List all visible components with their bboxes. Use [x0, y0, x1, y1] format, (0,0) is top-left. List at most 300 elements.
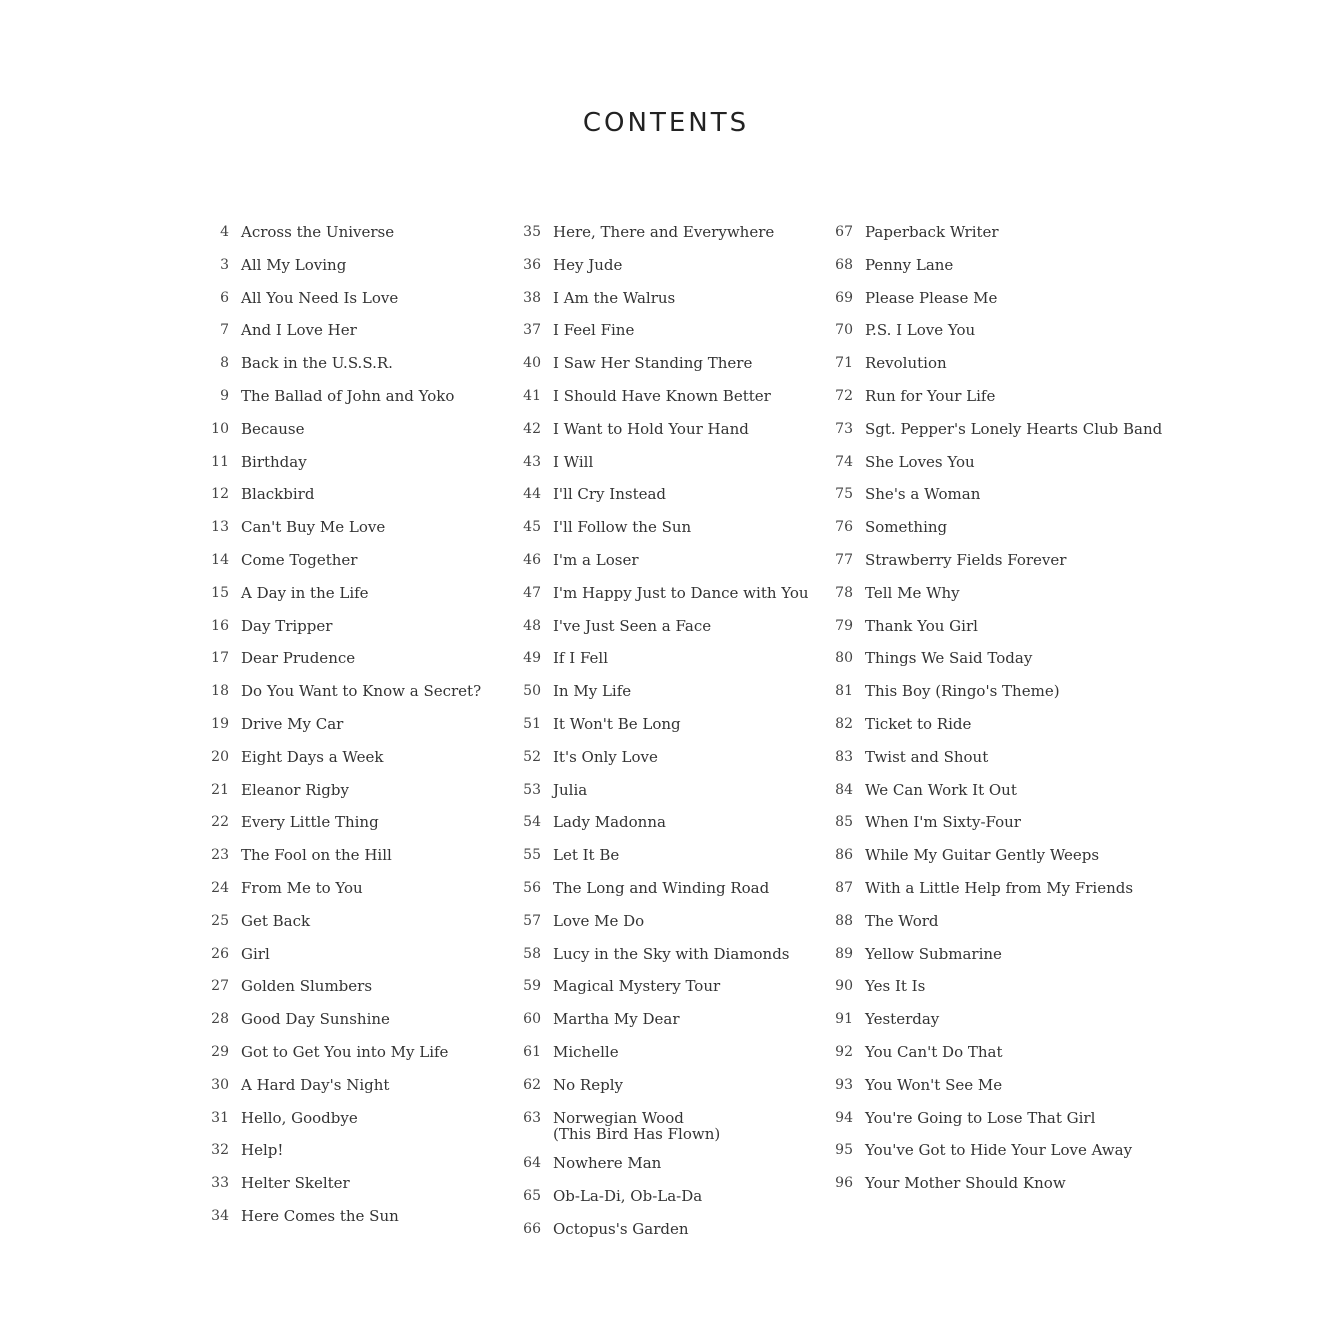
- song-title: [865, 320, 975, 341]
- toc-entry: [505, 714, 809, 735]
- page-number: 85: [835, 814, 853, 831]
- song-title-line: Golden Slumbers: [241, 977, 373, 996]
- song-title-line: From Me to You: [241, 878, 363, 897]
- song-title-line: I Feel Fine: [553, 321, 635, 340]
- toc-entry: [817, 1108, 1162, 1129]
- song-title-line: Can't Buy Me Love: [241, 518, 386, 537]
- song-title-line: Penny Lane: [865, 255, 954, 274]
- page-number: 41: [523, 387, 541, 404]
- song-title-line: In My Life: [553, 682, 632, 701]
- toc-entry: [193, 484, 481, 505]
- page-number: 69: [835, 289, 853, 306]
- page-number: 78: [835, 584, 853, 601]
- song-title: [241, 550, 357, 571]
- page-number: 32: [211, 1142, 229, 1159]
- page-number: 14: [211, 551, 229, 568]
- toc-entry: [817, 550, 1162, 571]
- page-number: 60: [523, 1011, 541, 1028]
- page-number: 79: [835, 617, 853, 634]
- page-number: 13: [211, 519, 229, 536]
- toc-entry: [193, 353, 481, 374]
- song-title: [865, 419, 1162, 440]
- song-title: [241, 484, 314, 505]
- page-number: 63: [523, 1109, 541, 1126]
- toc-entry: [505, 976, 809, 997]
- song-title: [553, 845, 619, 866]
- page-number: 81: [835, 683, 853, 700]
- song-title: [553, 320, 634, 341]
- song-title: [865, 747, 988, 768]
- song-title: [553, 255, 622, 276]
- toc-entry: [817, 320, 1162, 341]
- song-title: [241, 911, 310, 932]
- page-number: 40: [523, 355, 541, 372]
- song-title-line: Ob-La-Di, Ob-La-Da: [553, 1187, 703, 1206]
- song-title-line: Strawberry Fields Forever: [865, 550, 1067, 569]
- page-number: 43: [523, 453, 541, 470]
- toc-entry: [505, 353, 809, 374]
- page-number: 70: [835, 322, 853, 339]
- page-number: 11: [211, 453, 229, 470]
- toc-entry: [505, 1153, 809, 1174]
- song-title: [553, 288, 675, 309]
- song-title-line: I Saw Her Standing There: [553, 354, 753, 373]
- page-number: 35: [523, 224, 541, 240]
- song-title-line: Eleanor Rigby: [241, 780, 349, 799]
- page-number: 76: [835, 519, 853, 536]
- song-title-line: I Will: [553, 452, 594, 471]
- song-title-line: I'm a Loser: [553, 550, 639, 569]
- toc-entry: [505, 452, 809, 473]
- song-title-line: Revolution: [865, 354, 947, 373]
- page-number: 56: [523, 879, 541, 896]
- song-title-line: Twist and Shout: [865, 747, 989, 766]
- toc-entry: [817, 944, 1162, 965]
- toc-column-3: [817, 222, 1162, 1195]
- toc-entry: [505, 386, 809, 407]
- page-number: 75: [835, 486, 853, 503]
- song-title: [241, 1075, 389, 1096]
- page-number: 44: [523, 486, 541, 503]
- song-title: [553, 1075, 623, 1096]
- toc-entry: [505, 288, 809, 309]
- song-title-line: Back in the U.S.S.R.: [241, 354, 393, 373]
- song-title: [241, 747, 383, 768]
- page-number: 27: [211, 978, 229, 995]
- toc-entry: [193, 944, 481, 965]
- toc-entry: [193, 714, 481, 735]
- toc-entry: [193, 878, 481, 899]
- page-number: 17: [211, 650, 229, 667]
- song-title-line: Norwegian Wood: [553, 1108, 684, 1127]
- song-title: [241, 1042, 448, 1063]
- page-number: 83: [835, 748, 853, 765]
- song-title: [241, 1206, 399, 1227]
- song-title-line: I'll Follow the Sun: [553, 518, 692, 537]
- toc-entry: [193, 1075, 481, 1096]
- page-number: 93: [835, 1076, 853, 1093]
- song-title: [241, 1173, 350, 1194]
- song-title: [865, 1075, 1002, 1096]
- page-number: 67: [835, 224, 853, 240]
- toc-entry: [817, 484, 1162, 505]
- toc-entry: [817, 222, 1162, 243]
- song-title-line: Lady Madonna: [553, 813, 666, 832]
- toc-entry: [505, 812, 809, 833]
- song-title-line: When I'm Sixty-Four: [865, 813, 1021, 832]
- song-title: [553, 484, 666, 505]
- page-number: 95: [835, 1142, 853, 1159]
- toc-entry: [193, 780, 481, 801]
- toc-entry: [817, 517, 1162, 538]
- song-title: [553, 780, 587, 801]
- toc-entry: [505, 320, 809, 341]
- toc-entry: [193, 747, 481, 768]
- page-number: 71: [835, 355, 853, 372]
- song-title-line: Run for Your Life: [865, 386, 996, 405]
- song-title: [553, 1153, 661, 1174]
- song-title-line: I've Just Seen a Face: [553, 616, 712, 635]
- song-title-line: Martha My Dear: [553, 1010, 680, 1029]
- song-title-line: And I Love Her: [241, 321, 357, 340]
- song-title-line: We Can Work It Out: [865, 780, 1017, 799]
- song-title-line: Your Mother Should Know: [865, 1174, 1066, 1193]
- song-title: [865, 944, 1002, 965]
- song-title: [241, 944, 270, 965]
- toc-entry: [505, 1042, 809, 1063]
- toc-entry: [193, 255, 481, 276]
- toc-entry: [817, 616, 1162, 637]
- page-number: 64: [523, 1155, 541, 1172]
- song-title: [241, 583, 369, 604]
- page-number: 57: [523, 912, 541, 929]
- song-title: [241, 255, 346, 276]
- song-title-line: This Boy (Ringo's Theme): [865, 682, 1060, 701]
- toc-entry: [193, 419, 481, 440]
- song-title-line: A Hard Day's Night: [241, 1075, 390, 1094]
- song-title: [865, 681, 1060, 702]
- page-number: 29: [211, 1043, 229, 1060]
- page-number: 80: [835, 650, 853, 667]
- page-number: 12: [211, 486, 229, 503]
- song-title: [553, 1186, 702, 1207]
- song-title-line: Come Together: [241, 550, 358, 569]
- page-number: 54: [523, 814, 541, 831]
- song-title-line: Yellow Submarine: [865, 944, 1002, 963]
- song-title-line: I'm Happy Just to Dance with You: [553, 583, 809, 602]
- page-number: 37: [523, 322, 541, 339]
- page-number: 38: [523, 289, 541, 306]
- song-title-line: I Am the Walrus: [553, 288, 676, 307]
- song-title: [241, 616, 332, 637]
- song-title: [553, 550, 639, 571]
- toc-entry: [193, 452, 481, 473]
- toc-column-1: [193, 222, 481, 1227]
- song-title-line: Eight Days a Week: [241, 747, 384, 766]
- song-title: [865, 648, 1032, 669]
- page-number: 16: [211, 617, 229, 634]
- song-title-line: All You Need Is Love: [241, 288, 399, 307]
- song-title: [241, 648, 355, 669]
- song-subtitle-line: (This Bird Has Flown): [553, 1124, 721, 1143]
- song-title-line: Here, There and Everywhere: [553, 223, 775, 241]
- song-title-line: Hey Jude: [553, 255, 623, 274]
- page-number: 62: [523, 1076, 541, 1093]
- page-number: 53: [523, 781, 541, 798]
- page-number: 30: [211, 1076, 229, 1093]
- song-title: [241, 714, 343, 735]
- page-number: 96: [835, 1175, 853, 1192]
- toc-entry: [505, 1219, 809, 1240]
- song-title-line: Across the Universe: [241, 223, 395, 241]
- song-title: [553, 911, 644, 932]
- page-number: 92: [835, 1043, 853, 1060]
- song-title-line: It Won't Be Long: [553, 714, 681, 733]
- song-title: [553, 648, 608, 669]
- page-number: 21: [211, 781, 229, 798]
- toc-entry: [193, 681, 481, 702]
- song-title-line: Girl: [241, 944, 270, 963]
- toc-entry: [505, 1186, 809, 1207]
- toc-entry: [193, 517, 481, 538]
- page-number: 84: [835, 781, 853, 798]
- page-number: 9: [220, 387, 229, 404]
- toc-entry: [505, 780, 809, 801]
- toc-entry: [505, 845, 809, 866]
- song-title: [241, 845, 392, 866]
- toc-entry: [193, 1042, 481, 1063]
- toc-entry: [505, 747, 809, 768]
- page-number: 48: [523, 617, 541, 634]
- song-title: [241, 878, 363, 899]
- song-title-line: Tell Me Why: [865, 583, 960, 602]
- song-title: [865, 222, 999, 243]
- toc-entry: [817, 353, 1162, 374]
- song-title: [865, 714, 971, 735]
- song-title-line: You Can't Do That: [865, 1042, 1003, 1061]
- page-number: 58: [523, 945, 541, 962]
- toc-entry: [505, 1075, 809, 1096]
- song-title-line: Nowhere Man: [553, 1154, 662, 1173]
- song-title-line: You've Got to Hide Your Love Away: [865, 1141, 1133, 1160]
- song-title: [865, 616, 978, 637]
- song-title-line: Paperback Writer: [865, 223, 999, 241]
- song-title-line: You Won't See Me: [865, 1075, 1003, 1094]
- page-number: 94: [835, 1109, 853, 1126]
- toc-entry: [817, 648, 1162, 669]
- page-number: 55: [523, 847, 541, 864]
- page-number: 77: [835, 551, 853, 568]
- song-title: [241, 780, 349, 801]
- song-title: [553, 976, 720, 997]
- song-title-line: Because: [241, 419, 305, 438]
- toc-entry: [817, 1075, 1162, 1096]
- page-number: 65: [523, 1188, 541, 1205]
- page-number: 20: [211, 748, 229, 765]
- song-title: [553, 1042, 619, 1063]
- song-title-line: Here Comes the Sun: [241, 1206, 399, 1225]
- song-title-line: Dear Prudence: [241, 649, 356, 668]
- page-number: 50: [523, 683, 541, 700]
- song-title-line: Yesterday: [865, 1010, 940, 1029]
- song-title-line: Please Please Me: [865, 288, 998, 307]
- song-title: [241, 419, 304, 440]
- toc-entry: [505, 648, 809, 669]
- toc-entry: [817, 583, 1162, 604]
- song-title: [553, 386, 771, 407]
- toc-entry: [193, 1009, 481, 1030]
- toc-entry: [817, 1042, 1162, 1063]
- song-title: [865, 911, 939, 932]
- song-title: [865, 484, 980, 505]
- song-title: [241, 320, 357, 341]
- toc-entry: [817, 288, 1162, 309]
- toc-entry: [817, 452, 1162, 473]
- song-title: [865, 878, 1133, 899]
- toc-entry: [505, 681, 809, 702]
- song-title-line: Octopus's Garden: [553, 1219, 689, 1238]
- toc-entry: [817, 1173, 1162, 1194]
- song-title-line: The Fool on the Hill: [241, 846, 392, 865]
- song-title: [865, 1173, 1066, 1194]
- toc-entry: [817, 747, 1162, 768]
- page-number: 24: [211, 879, 229, 896]
- song-title-line: Yes It Is: [865, 977, 926, 996]
- song-title: [241, 353, 393, 374]
- toc-entry: [505, 550, 809, 571]
- song-title-line: Let It Be: [553, 846, 620, 865]
- page-number: 15: [211, 584, 229, 601]
- song-title: [865, 845, 1099, 866]
- song-title-line: Ticket to Ride: [865, 714, 972, 733]
- toc-entry: [193, 845, 481, 866]
- toc-entry: [505, 911, 809, 932]
- song-title-line: P.S. I Love You: [865, 321, 976, 340]
- page-number: 66: [523, 1220, 541, 1237]
- song-title-line: Magical Mystery Tour: [553, 977, 721, 996]
- song-title: [553, 1009, 680, 1030]
- song-title-line: Love Me Do: [553, 911, 645, 930]
- page-number: 8: [220, 355, 229, 372]
- song-title: [553, 452, 593, 473]
- song-title-line: Every Little Thing: [241, 813, 379, 832]
- song-title-line: Hello, Goodbye: [241, 1108, 358, 1127]
- song-title: [553, 616, 711, 637]
- toc-entry: [193, 648, 481, 669]
- song-title: [865, 517, 947, 538]
- song-title: [865, 1042, 1003, 1063]
- song-title: [865, 550, 1066, 571]
- page-number: 51: [523, 715, 541, 732]
- page-number: 88: [835, 912, 853, 929]
- song-title: [553, 583, 809, 604]
- page-number: 7: [220, 322, 229, 339]
- toc-entry: [193, 1206, 481, 1227]
- song-title: [553, 747, 658, 768]
- song-title: [865, 386, 995, 407]
- toc-entry: [193, 386, 481, 407]
- toc-entry: [193, 976, 481, 997]
- page-number: 87: [835, 879, 853, 896]
- song-title: [865, 255, 953, 276]
- toc-entry: [193, 222, 481, 243]
- toc-entry: [817, 845, 1162, 866]
- song-title: [241, 222, 394, 243]
- toc-entry: [505, 419, 809, 440]
- toc-entry: [193, 812, 481, 833]
- page-number: 31: [211, 1109, 229, 1126]
- toc-entry: [817, 681, 1162, 702]
- toc-entry: [817, 714, 1162, 735]
- song-title-line: I'll Cry Instead: [553, 485, 667, 504]
- page-number: 19: [211, 715, 229, 732]
- song-title-line: She Loves You: [865, 452, 975, 471]
- page-number: 47: [523, 584, 541, 601]
- song-title: [553, 222, 774, 243]
- page-number: 59: [523, 978, 541, 995]
- song-title-line: Sgt. Pepper's Lonely Hearts Club Band: [865, 419, 1163, 438]
- song-title-line: Help!: [241, 1141, 284, 1160]
- song-title: [865, 1009, 939, 1030]
- song-title-line: Day Tripper: [241, 616, 333, 635]
- page-number: 22: [211, 814, 229, 831]
- page-number: 73: [835, 420, 853, 437]
- song-title: [241, 452, 307, 473]
- song-title: [241, 517, 385, 538]
- song-title: [553, 1108, 720, 1142]
- page-number: 91: [835, 1011, 853, 1028]
- song-title-line: All My Loving: [241, 255, 347, 274]
- page-number: 3: [220, 256, 229, 273]
- song-title: [553, 1219, 689, 1240]
- page-title: CONTENTS: [582, 108, 750, 138]
- toc-entry: [817, 976, 1162, 997]
- song-title-line: Michelle: [553, 1042, 619, 1061]
- toc-entry: [505, 517, 809, 538]
- toc-entry: [505, 878, 809, 899]
- song-title-line: With a Little Help from My Friends: [865, 878, 1134, 897]
- toc-entry: [193, 616, 481, 637]
- song-title-line: Drive My Car: [241, 714, 344, 733]
- song-title: [553, 419, 749, 440]
- song-title-line: Julia: [553, 780, 588, 799]
- song-title: [865, 976, 925, 997]
- song-title-line: Good Day Sunshine: [241, 1010, 390, 1029]
- song-title: [553, 878, 769, 899]
- page-number: 4: [220, 224, 229, 240]
- song-title: [865, 1140, 1132, 1161]
- song-title: [241, 1108, 358, 1129]
- song-title: [241, 386, 454, 407]
- song-title: [241, 976, 372, 997]
- song-title: [553, 714, 681, 735]
- toc-entry: [817, 911, 1162, 932]
- song-title: [553, 681, 631, 702]
- page-number: 18: [211, 683, 229, 700]
- song-title-line: A Day in the Life: [241, 583, 369, 602]
- song-title-line: I Should Have Known Better: [553, 386, 771, 405]
- song-title-line: I Want to Hold Your Hand: [553, 419, 749, 438]
- toc-entry: [193, 550, 481, 571]
- page-number: 10: [211, 420, 229, 437]
- song-title: [865, 583, 960, 604]
- song-title: [865, 452, 975, 473]
- song-title: [241, 1009, 390, 1030]
- toc-entry: [817, 386, 1162, 407]
- page-number: 74: [835, 453, 853, 470]
- toc-entry: [505, 616, 809, 637]
- toc-entry: [193, 288, 481, 309]
